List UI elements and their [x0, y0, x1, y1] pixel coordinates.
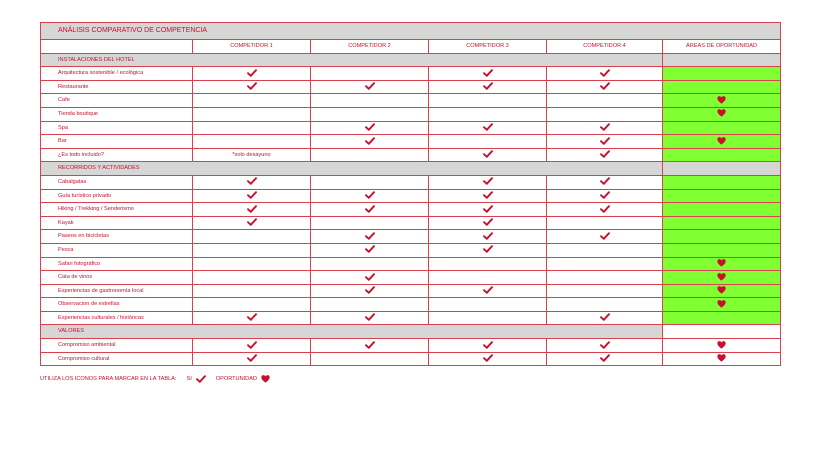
check-icon — [365, 193, 375, 199]
table-row — [41, 298, 781, 312]
competitor-cell — [193, 148, 311, 162]
row-label: Pesca — [41, 243, 193, 257]
legend-intro: UTILIZA LOS ICONOS PARA MARCAR EN LA TABLA: — [40, 376, 177, 382]
check-icon — [600, 70, 610, 76]
check-icon — [247, 84, 257, 90]
competitor-cell — [429, 107, 547, 121]
table-title-row — [41, 23, 781, 40]
table-row — [41, 243, 781, 257]
section-header: INSTALACIONES DEL HOTEL — [41, 53, 663, 67]
competitor-cell — [429, 352, 547, 366]
opportunity-cell — [663, 216, 781, 230]
competitor-cell — [311, 352, 429, 366]
competitor-cell — [193, 352, 311, 366]
row-label: Experiencias de gastronomía local — [41, 284, 193, 298]
row-label: Safari fotográfico — [41, 257, 193, 271]
check-icon — [483, 206, 493, 212]
legend-opportunity-label: OPORTUNIDAD — [215, 376, 257, 382]
check-icon — [600, 233, 610, 239]
check-icon — [365, 84, 375, 90]
table-row — [41, 94, 781, 108]
check-icon — [247, 193, 257, 199]
opportunity-cell — [663, 271, 781, 285]
legend — [40, 374, 270, 384]
competitor-cell — [193, 298, 311, 312]
competitor-cell — [193, 257, 311, 271]
competitor-cell — [547, 67, 663, 81]
competitor-cell — [547, 339, 663, 353]
heart-icon — [717, 138, 726, 144]
comparison-table-container — [40, 22, 780, 366]
opportunity-cell — [663, 203, 781, 217]
competitor-cell — [193, 284, 311, 298]
check-icon — [600, 152, 610, 158]
competitor-cell — [429, 230, 547, 244]
row-label: Observacion de estrellas — [41, 298, 193, 312]
table-row — [41, 203, 781, 217]
check-icon — [483, 342, 493, 348]
competitor-cell — [547, 243, 663, 257]
check-icon — [483, 288, 493, 294]
competitor-cell — [429, 311, 547, 325]
heart-icon — [717, 301, 726, 307]
legend-yes-label: SI — [186, 376, 192, 382]
opportunity-cell — [663, 80, 781, 94]
competitor-cell — [311, 175, 429, 189]
check-icon — [600, 206, 610, 212]
competitor-cell — [311, 311, 429, 325]
check-icon — [365, 342, 375, 348]
check-icon — [600, 193, 610, 199]
heart-icon — [717, 342, 726, 348]
row-label: Cafe — [41, 94, 193, 108]
table-row — [41, 175, 781, 189]
check-icon — [483, 179, 493, 185]
competitor-cell — [429, 135, 547, 149]
competitor-cell — [311, 148, 429, 162]
table-row — [41, 135, 781, 149]
competitor-cell — [547, 311, 663, 325]
table-row — [41, 257, 781, 271]
row-label: Arquitectura sostenible / ecológica — [41, 67, 193, 81]
check-icon — [247, 206, 257, 212]
competitor-cell — [429, 284, 547, 298]
competitor-cell — [193, 80, 311, 94]
competitor-cell — [547, 189, 663, 203]
opportunity-cell — [663, 243, 781, 257]
competitor-cell — [547, 148, 663, 162]
check-icon — [600, 315, 610, 321]
check-icon — [483, 84, 493, 90]
opportunity-cell — [663, 257, 781, 271]
check-icon — [483, 356, 493, 362]
competitor-cell — [429, 121, 547, 135]
heart-icon — [717, 274, 726, 280]
opportunity-cell — [663, 94, 781, 108]
row-label: Experiencias culturales / históricas — [41, 311, 193, 325]
cell-note: *solo desayuno — [232, 151, 271, 158]
opportunity-cell — [663, 189, 781, 203]
competitor-cell — [311, 67, 429, 81]
competitor-cell — [311, 298, 429, 312]
check-icon — [483, 220, 493, 226]
table-title: ANÁLISIS COMPARATIVO DE COMPETENCIA — [41, 23, 781, 40]
opportunity-cell — [663, 352, 781, 366]
competitor-cell — [429, 94, 547, 108]
column-header-row — [41, 40, 781, 54]
row-label: Cabalgatas — [41, 175, 193, 189]
table-row — [41, 230, 781, 244]
column-header: COMPETIDOR 1 — [193, 40, 311, 54]
check-icon — [365, 206, 375, 212]
check-icon — [365, 233, 375, 239]
competitor-cell — [193, 94, 311, 108]
row-label: Kayak — [41, 216, 193, 230]
opportunity-cell — [663, 339, 781, 353]
check-icon — [483, 193, 493, 199]
competitor-cell — [547, 230, 663, 244]
competitor-cell — [547, 352, 663, 366]
opportunity-cell — [663, 121, 781, 135]
opportunity-cell — [663, 53, 781, 67]
section-header-row — [41, 325, 781, 339]
competitor-cell — [193, 243, 311, 257]
check-icon — [600, 179, 610, 185]
competitor-cell — [193, 135, 311, 149]
row-label: Cata de vinos — [41, 271, 193, 285]
table-row — [41, 352, 781, 366]
table-row — [41, 216, 781, 230]
opportunity-cell — [663, 284, 781, 298]
competitor-cell — [311, 135, 429, 149]
opportunity-cell — [663, 298, 781, 312]
competitor-cell — [311, 243, 429, 257]
table-row — [41, 80, 781, 94]
check-icon — [600, 125, 610, 131]
competitor-cell — [429, 339, 547, 353]
table-row — [41, 148, 781, 162]
check-icon — [483, 70, 493, 76]
row-label: Spa — [41, 121, 193, 135]
competitor-cell — [311, 80, 429, 94]
header-blank — [41, 40, 193, 54]
competitor-cell — [311, 203, 429, 217]
competitor-cell — [547, 216, 663, 230]
check-icon — [483, 247, 493, 253]
heart-icon — [717, 97, 726, 103]
section-header-row — [41, 162, 781, 176]
row-label: Bar — [41, 135, 193, 149]
competitor-cell — [429, 216, 547, 230]
opportunity-cell — [663, 230, 781, 244]
opportunity-cell — [663, 148, 781, 162]
competitor-cell — [311, 284, 429, 298]
opportunity-cell — [663, 311, 781, 325]
competitor-cell — [547, 80, 663, 94]
row-label: Compromiso cultural — [41, 352, 193, 366]
competitor-cell — [429, 257, 547, 271]
row-label: ¿Es todo incluido? — [41, 148, 193, 162]
section-header-row — [41, 53, 781, 67]
competitor-cell — [311, 230, 429, 244]
table-row — [41, 271, 781, 285]
table-row — [41, 311, 781, 325]
check-icon — [247, 315, 257, 321]
competitor-cell — [311, 94, 429, 108]
check-icon — [365, 247, 375, 253]
section-header: VALORES — [41, 325, 663, 339]
check-icon — [196, 374, 206, 384]
competitor-cell — [547, 135, 663, 149]
column-header: COMPETIDOR 2 — [311, 40, 429, 54]
competitor-cell — [193, 230, 311, 244]
competitor-cell — [547, 203, 663, 217]
row-label: Restaurante — [41, 80, 193, 94]
row-label: Hiking / Trekking / Senderismo — [41, 203, 193, 217]
check-icon — [600, 342, 610, 348]
heart-icon — [717, 288, 726, 294]
competitor-cell — [311, 189, 429, 203]
check-icon — [247, 179, 257, 185]
competitor-cell — [429, 298, 547, 312]
opportunity-cell — [663, 162, 781, 176]
competitor-cell — [193, 339, 311, 353]
check-icon — [365, 274, 375, 280]
table-row — [41, 67, 781, 81]
check-icon — [247, 70, 257, 76]
opportunity-cell — [663, 107, 781, 121]
table-row — [41, 284, 781, 298]
table-row — [41, 339, 781, 353]
competitor-cell — [429, 80, 547, 94]
check-icon — [483, 125, 493, 131]
competitor-cell — [429, 243, 547, 257]
competitor-cell — [193, 121, 311, 135]
competitor-cell — [193, 189, 311, 203]
competitor-cell — [547, 121, 663, 135]
check-icon — [247, 342, 257, 348]
check-icon — [600, 138, 610, 144]
heart-icon — [717, 111, 726, 117]
opportunity-cell — [663, 175, 781, 189]
competitor-cell — [429, 148, 547, 162]
opportunity-cell — [663, 135, 781, 149]
check-icon — [247, 220, 257, 226]
column-header: ÁREAS DE OPORTUNIDAD — [663, 40, 781, 54]
competitor-cell — [429, 203, 547, 217]
section-header: RECORRIDOS Y ACTIVIDADES — [41, 162, 663, 176]
comparison-table — [40, 22, 781, 366]
competitor-cell — [547, 175, 663, 189]
check-icon — [247, 356, 257, 362]
column-header: COMPETIDOR 4 — [547, 40, 663, 54]
heart-icon — [717, 261, 726, 267]
competitor-cell — [193, 311, 311, 325]
competitor-cell — [547, 257, 663, 271]
check-icon — [365, 315, 375, 321]
row-label: Paseos en bicicletas — [41, 230, 193, 244]
competitor-cell — [193, 107, 311, 121]
row-label: Compromiso ambiental — [41, 339, 193, 353]
row-label: Tienda boutique — [41, 107, 193, 121]
check-icon — [365, 125, 375, 131]
competitor-cell — [429, 271, 547, 285]
table-row — [41, 121, 781, 135]
competitor-cell — [311, 121, 429, 135]
competitor-cell — [547, 298, 663, 312]
competitor-cell — [311, 107, 429, 121]
table-row — [41, 107, 781, 121]
check-icon — [600, 84, 610, 90]
competitor-cell — [311, 216, 429, 230]
competitor-cell — [429, 67, 547, 81]
competitor-cell — [311, 257, 429, 271]
check-icon — [365, 138, 375, 144]
competitor-cell — [193, 203, 311, 217]
check-icon — [483, 152, 493, 158]
competitor-cell — [547, 107, 663, 121]
check-icon — [483, 233, 493, 239]
opportunity-cell — [663, 67, 781, 81]
check-icon — [600, 356, 610, 362]
competitor-cell — [311, 339, 429, 353]
competitor-cell — [429, 189, 547, 203]
opportunity-cell — [663, 325, 781, 339]
competitor-cell — [547, 284, 663, 298]
competitor-cell — [193, 67, 311, 81]
competitor-cell — [193, 271, 311, 285]
competitor-cell — [547, 271, 663, 285]
competitor-cell — [547, 94, 663, 108]
heart-icon — [261, 374, 270, 384]
competitor-cell — [429, 175, 547, 189]
competitor-cell — [193, 175, 311, 189]
competitor-cell — [193, 216, 311, 230]
table-row — [41, 189, 781, 203]
heart-icon — [717, 356, 726, 362]
competitor-cell — [311, 271, 429, 285]
column-header: COMPETIDOR 3 — [429, 40, 547, 54]
row-label: Guía turístico privado — [41, 189, 193, 203]
check-icon — [365, 288, 375, 294]
